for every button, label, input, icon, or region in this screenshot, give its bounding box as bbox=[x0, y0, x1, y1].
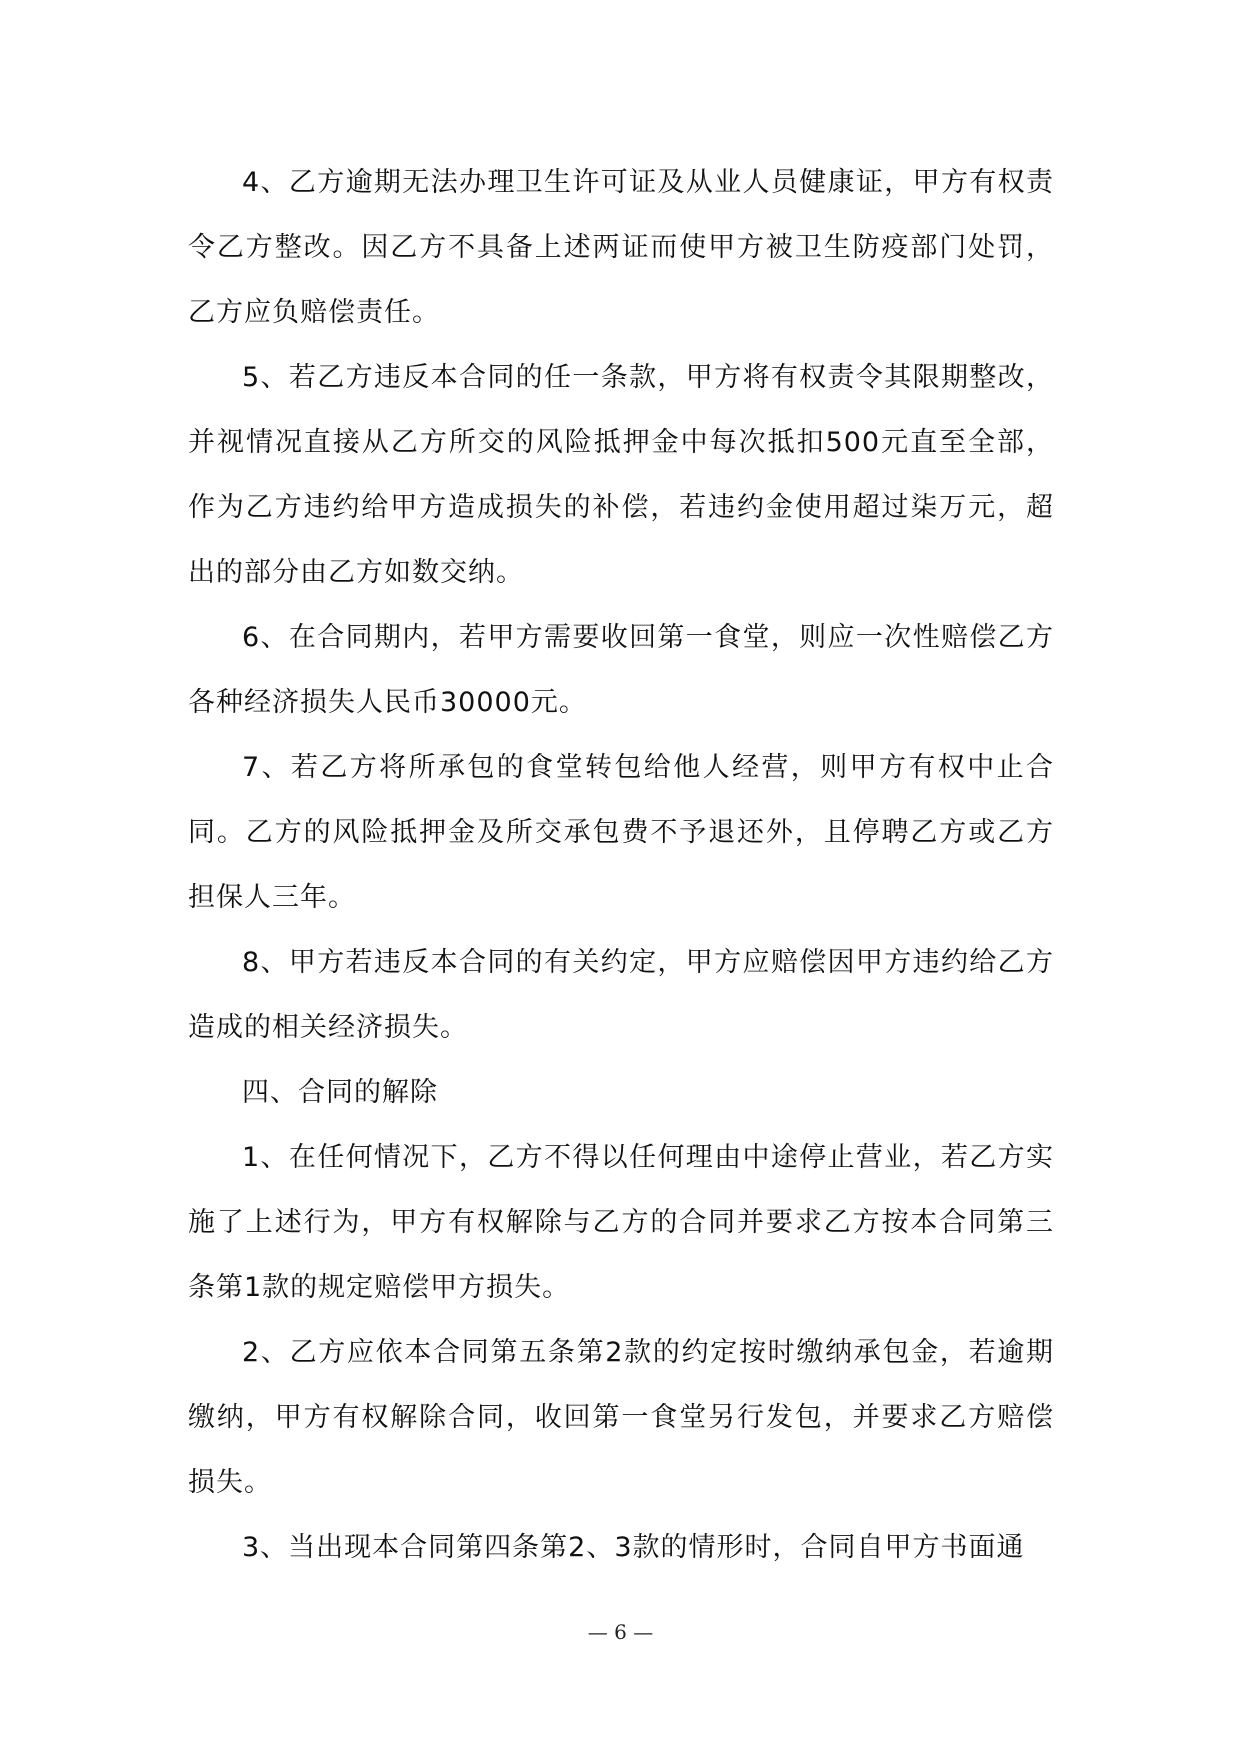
document-body bbox=[188, 150, 1054, 1580]
termination-clause-2: 2、乙方应依本合同第五条第2款的约定按时缴纳承包金，若逾期缴纳，甲方有权解除合同，收回第一食堂另行发包，并要求乙方赔偿损失。 bbox=[188, 1337, 1054, 1498]
clause-paragraph-5: 5、若乙方违反本合同的任一条款，甲方将有权责令其限期整改，并视情况直接从乙方所交的风险抵押金中每次抵扣500元直至全部，作为乙方违约给甲方造成损失的补偿，若违约金使用超过柒万元，超出的部分由乙方如数交纳。 bbox=[188, 362, 1054, 588]
page-number: — 6 — bbox=[587, 1620, 654, 1644]
clause-paragraph-6: 6、在合同期内，若甲方需要收回第一食堂，则应一次性赔偿乙方各种经济损失人民币30000元。 bbox=[188, 622, 1054, 718]
section-heading-termination: 四、合同的解除 bbox=[242, 1077, 438, 1108]
clause-paragraph-8: 8、甲方若违反本合同的有关约定，甲方应赔偿因甲方违约给乙方造成的相关经济损失。 bbox=[188, 947, 1054, 1043]
clause-paragraph-7: 7、若乙方将所承包的食堂转包给他人经营，则甲方有权中止合同。乙方的风险抵押金及所交承包费不予退还外，且停聘乙方或乙方担保人三年。 bbox=[188, 752, 1054, 913]
termination-clause-1: 1、在任何情况下，乙方不得以任何理由中途停止营业，若乙方实施了上述行为，甲方有权解除与乙方的合同并要求乙方按本合同第三条第1款的规定赔偿甲方损失。 bbox=[188, 1142, 1054, 1303]
termination-clause-3: 3、当出现本合同第四条第2、3款的情形时，合同自甲方书面通 bbox=[242, 1532, 1025, 1563]
clause-paragraph-4: 4、乙方逾期无法办理卫生许可证及从业人员健康证，甲方有权责令乙方整改。因乙方不具备上述两证而使甲方被卫生防疫部门处罚，乙方应负赔偿责任。 bbox=[188, 167, 1054, 328]
